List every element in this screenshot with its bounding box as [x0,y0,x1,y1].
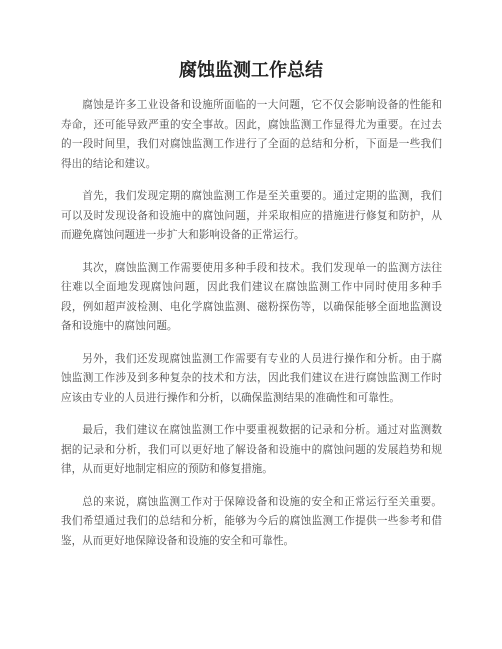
document-body [61,96,442,564]
paragraph-5: 最后，我们建议在腐蚀监测工作中要重视数据的记录和分析。通过对监测数据的记录和分析，我们可以更好地了解设备和设施中的腐蚀问题的发展趋势和规律，从而更好地制定相应的预防和修复措施。 [61,424,442,475]
paragraph-6: 总的来说，腐蚀监测工作对于保障设备和设施的安全和正常运行至关重要。我们希望通过我们的总结和分析，能够为今后的腐蚀监测工作提供一些参考和借鉴，从而更好地保障设备和设施的安全和可靠性。 [61,495,442,547]
document-title: 腐蚀监测工作总结 [179,60,323,81]
paragraph-4: 另外，我们还发现腐蚀监测工作需要有专业的人员进行操作和分析。由于腐蚀监测工作涉及到多种复杂的技术和方法，因此我们建议在进行腐蚀监测工作时应该由专业的人员进行操作和分析，以确保监测结果的准确性和可靠性。 [61,352,442,404]
paragraph-1: 腐蚀是许多工业设备和设施所面临的一大问题，它不仅会影响设备的性能和寿命，还可能导致严重的安全事故。因此，腐蚀监测工作显得尤为重要。在过去的一段时间里，我们对腐蚀监测工作进行了全面的总结和分析，下面是一些我们得出的结论和建议。 [61,99,442,170]
paragraph-2: 首先，我们发现定期的腐蚀监测工作是至关重要的。通过定期的监测，我们可以及时发现设备和设施中的腐蚀问题，并采取相应的措施进行修复和防护，从而避免腐蚀问题进一步扩大和影响设备的正常运行。 [61,190,442,241]
paragraph-3: 其次，腐蚀监测工作需要使用多种手段和技术。我们发现单一的监测方法往往难以全面地发现腐蚀问题，因此我们建议在腐蚀监测工作中同时使用多种手段，例如超声波检测、电化学腐蚀监测、磁粉探伤等，以确保能够全面地监测设备和设施中的腐蚀问题。 [61,261,442,332]
